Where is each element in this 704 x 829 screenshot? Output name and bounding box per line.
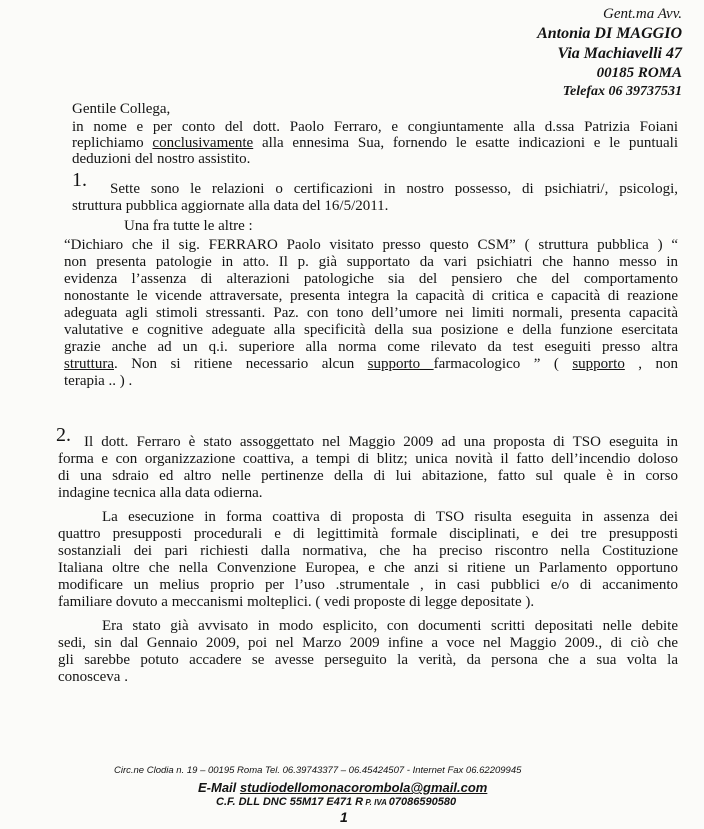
section-1-line-3: Una fra tutte le altre : [124, 218, 253, 234]
quote-text: , non [624, 356, 678, 372]
para-2-line-2: quattro presupposti procedurali e di legittimità formale disciplinati, e dei tre presupposti [58, 526, 678, 542]
section-2-number [56, 424, 71, 446]
page-number: 1 [340, 809, 348, 825]
section-number: 2. [56, 424, 71, 446]
vat-label: P. IVA [363, 798, 389, 807]
vat-number: 07086590580 [388, 796, 457, 808]
section-2-line-2: forma e con organizzazione coattiva, a tempi di blitz; unica novità il fatto dell’incendio doloso [58, 451, 678, 467]
intro-text: alla ennesima Sua, fornendo le esatte indicazioni e le puntuali [253, 135, 678, 151]
para-3-line-2: sedi, sin dal Gennaio 2009, poi nel Marzo 2009 infine a voce nel Maggio 2009., di ciò che [58, 635, 678, 651]
section-1-number [72, 169, 87, 191]
para-3-line-1: Era stato già avvisato in modo esplicito, con documenti scritti depositati nelle debite [102, 618, 678, 634]
quote-line-1: “Dichiaro che il sig. FERRARO Paolo visitato presso questo CSM” ( struttura pubblica ) “ [64, 237, 678, 253]
recipient-title: Gent.ma Avv. [602, 6, 682, 22]
underlined-word: struttura [64, 356, 114, 372]
email-link[interactable]: studiodellomonacorombola@gmail.com [239, 780, 488, 795]
footer-fiscal-line [216, 796, 456, 808]
section-1-line-1: Sette sono le relazioni o certificazioni in nostro possesso, di psichiatri/, psicologi, [110, 181, 678, 197]
quote-line-6: valutative e cognitive adeguate alla specificità della sua posizione e della funzione esercitata [64, 322, 678, 338]
para-3-line-4: conosceva . [58, 669, 128, 685]
underlined-word: supporto [367, 356, 434, 372]
quote-text: . Non si ritiene necessario alcun [114, 356, 368, 372]
intro-line-2 [72, 135, 678, 152]
intro-line-3: deduzioni del nostro assistito. [72, 151, 251, 167]
footer-address: Circ.ne Clodia n. 19 – 00195 Roma Tel. 06.39743377 – 06.45424507 - Internet Fax 06.62209945 [114, 765, 522, 776]
salutation: Gentile Collega, [72, 101, 171, 117]
quote-line-7: grazie anche ad un q.i. superiore alla norma come rilevato da test eseguiti presso altra [64, 339, 678, 355]
intro-text: replichiamo [72, 135, 153, 151]
quote-line-8 [64, 356, 678, 373]
para-2-line-1: La esecuzione in forma coattiva di proposta di TSO risulta eseguita in assenza dei [102, 509, 678, 525]
section-number: 1. [72, 169, 87, 191]
recipient-name: Antonia DI MAGGIO [537, 25, 682, 42]
section-2-line-3: di una sdraio ed altro nelle pertinenze della di lui abitazione, fatto sul quale è in corso [58, 468, 678, 484]
recipient-telefax: Telefax 06 39737531 [562, 84, 682, 99]
para-2-line-5: modificare un melius proprio per l’uso .strumentale , in casi pubblici e/o di accanimento [58, 577, 678, 593]
section-1-line-2: struttura pubblica aggiornate alla data del 16/5/2011. [72, 198, 389, 214]
footer-email-line [198, 780, 487, 795]
underlined-word: supporto [572, 356, 625, 372]
para-3-line-3: gli sarebbe potuto accadere se avesse perseguito la verità, da persona che a sua volta la [58, 652, 678, 668]
intro-line-1: in nome e per conto del dott. Paolo Ferraro, e congiuntamente alla d.ssa Patrizia Foiani [72, 119, 678, 135]
email-label: E-Mail [198, 780, 240, 795]
quote-line-3: evidenza l’assenza di alterazioni patologiche sia del pensiero che del comportamento [64, 271, 678, 287]
quote-line-5: adeguata agli stimoli stressanti. Paz. con tono dell’umore nei limiti normali, presenta capacità [64, 305, 678, 321]
para-2-line-6: familiare dovuto a meccanismi molteplici. ( vedi proposte di legge depositate ). [58, 594, 535, 610]
recipient-street: Via Machiavelli 47 [557, 45, 682, 62]
quote-line-2: non presenta patologie in atto. Il p. già supportato da vari psichiatri che hanno messo in [64, 254, 678, 270]
underlined-word: conclusivamente [152, 135, 254, 151]
quote-line-9: terapia .. ) . [64, 373, 133, 389]
quote-text: farmacologico ” ( [433, 356, 573, 372]
quote-line-4: nonostante le vicende attraversate, presenta integra la capacità di critica e capacità di reazione [64, 288, 678, 304]
para-2-line-4: Italiana oltre che nella Convenzione Europea, e che anzi si ritiene un Parlamento opportuno [58, 560, 678, 576]
recipient-city: 00185 ROMA [596, 65, 682, 81]
section-2-line-4: indagine tecnica alla data odierna. [58, 485, 263, 501]
section-2-line-1: Il dott. Ferraro è stato assoggettato nel Maggio 2009 ad una proposta di TSO eseguita in [84, 434, 678, 450]
fiscal-code: C.F. DLL DNC 55M17 E471 R [216, 796, 364, 808]
para-2-line-3: sostanziali dei pari richiesti dalla normativa, che ha preciso riscontro nella Costituzione [58, 543, 678, 559]
